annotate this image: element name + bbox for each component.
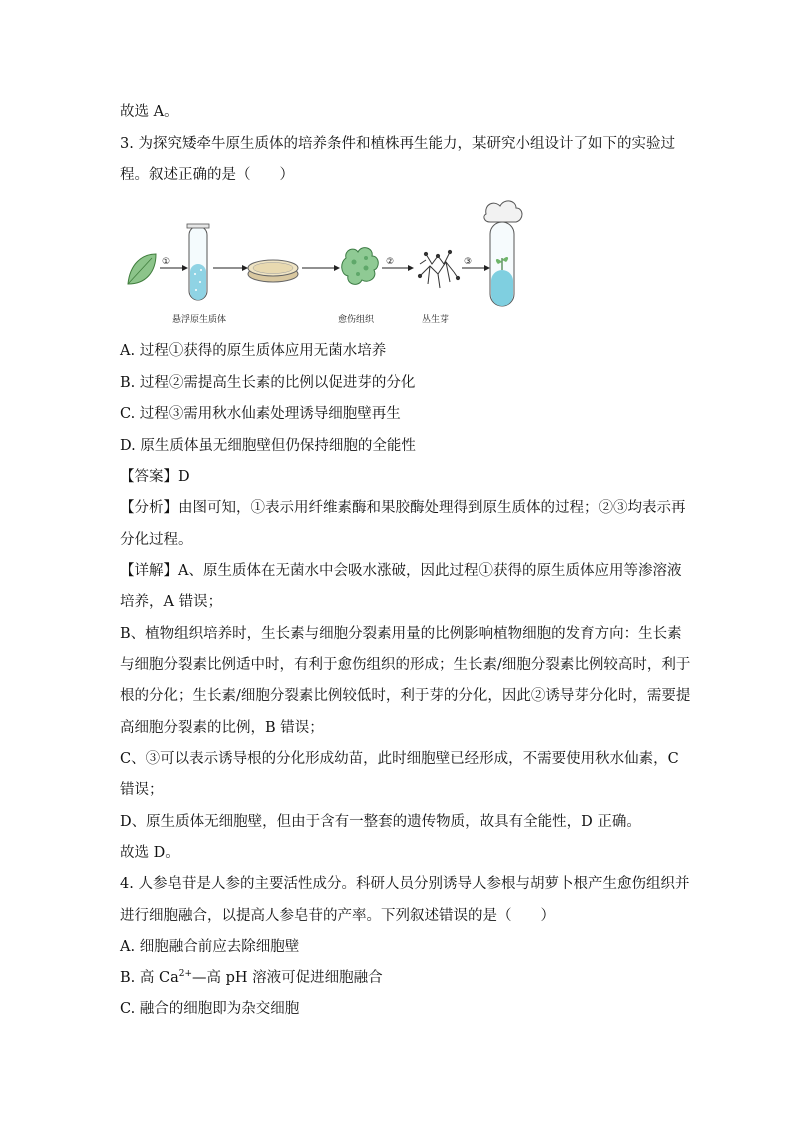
callus-icon [342,248,379,285]
experiment-diagram [120,198,540,332]
label-callus: 愈伤组织 [338,315,375,325]
detail-a-cont: 培养，A 错误； [120,594,223,610]
option-a: A. 过程①获得的原生质体应用无菌水培养 [120,343,387,359]
label-shoots: 丛生芽 [422,315,450,325]
analysis-cont: 分化过程。 [120,532,193,548]
option-d: D. 原生质体虽无细胞壁但仍保持细胞的全能性 [120,438,416,454]
conclusion: 故选 D。 [120,845,180,861]
detail-a: 【详解】A、原生质体在无菌水中会吸水涨破，因此过程①获得的原生质体应用等渗溶液 [120,563,682,579]
detail-d: D、原生质体无细胞壁，但由于含有一整套的遗传物质，故具有全能性，D 正确。 [120,814,641,830]
q4-option-a: A. 细胞融合前应去除细胞壁 [120,939,300,955]
detail-c: C、③可以表示诱导根的分化形成幼苗，此时细胞壁已经形成，不需要使用秋水仙素，C [120,751,679,767]
label-tube: 悬浮原生质体 [172,315,227,325]
analysis: 【分析】由图可知，①表示用纤维素酶和果胶酶处理得到原生质体的过程；②③均表示再 [120,500,686,516]
leaf-icon [128,254,156,284]
step-3-label: ③ [464,257,473,267]
detail-b-cont2: 根的分化；生长素/细胞分裂素比例较低时，利于芽的分化，因此②诱导芽分化时，需要提 [120,688,691,704]
petri-dish-icon [248,260,298,282]
detail-b-cont3: 高细胞分裂素的比例，B 错误； [120,720,324,736]
q4-option-b-part1: B. 高 Ca [120,970,179,986]
test-tube-icon [187,224,209,300]
question-3-stem-cont: 程。叙述正确的是（ ） [120,167,294,183]
option-c: C. 过程③需用秋水仙素处理诱导细胞壁再生 [120,406,401,422]
question-3-stem: 3. 为探究矮牵牛原生质体的培养条件和植株再生能力，某研究小组设计了如下的实验过 [120,136,675,152]
answer: 【答案】D [120,469,190,485]
option-b: B. 过程②需提高生长素的比例以促进芽的分化 [120,375,416,391]
step-1-label: ① [162,257,171,267]
process-flow-svg [120,198,540,332]
detail-c-cont: 错误； [120,782,164,798]
q4-option-c: C. 融合的细胞即为杂交细胞 [120,1001,300,1017]
text-line: 故选 A。 [120,104,179,120]
question-4-stem: 4. 人参皂苷是人参的主要活性成分。科研人员分别诱导人参根与胡萝卜根产生愈伤组织并 [120,876,690,892]
shoot-cluster-icon [418,250,459,288]
culture-tube-icon [484,201,522,306]
question-4-stem-cont: 进行细胞融合，以提高人参皂苷的产率。下列叙述错误的是（ ） [120,908,555,924]
detail-b-cont1: 与细胞分裂素比例适中时，有利于愈伤组织的形成；生长素/细胞分裂素比例较高时，利于 [120,657,691,673]
q4-option-b [120,968,383,988]
detail-b: B、植物组织培养时，生长素与细胞分裂素用量的比例影响植物细胞的发育方向：生长素 [120,626,682,642]
q4-option-b-part2: —高 pH 溶液可促进细胞融合 [192,970,383,986]
q4-option-b-sup: 2+ [178,969,193,980]
step-2-label: ② [386,257,395,267]
